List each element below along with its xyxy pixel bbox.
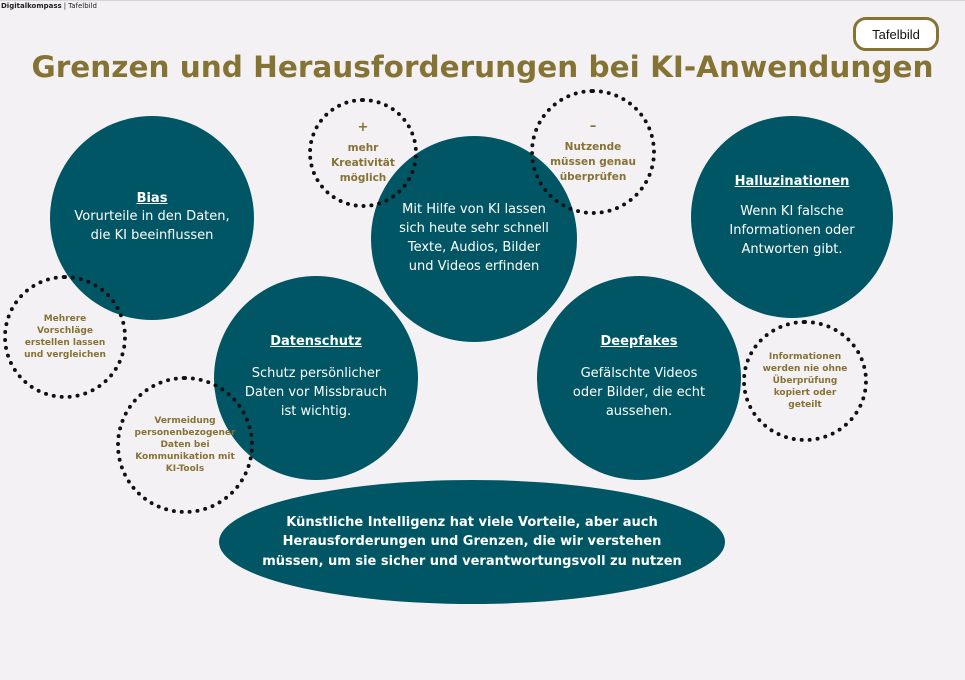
vermeidung-note-text: Vermeidung personenbezogener Daten bei Kommunikation mit KI-Tools xyxy=(134,415,236,475)
deepfakes-text: Gefälschte Videos oder Bilder, die echt aussehen. xyxy=(572,366,706,419)
breadcrumb xyxy=(1,2,97,10)
bias-text: Vorurteile in den Daten, die KI beeinflussen xyxy=(74,208,230,243)
plus-icon: + xyxy=(357,119,369,135)
minus-note-text: Nutzende müssen genau überprüfen xyxy=(550,140,636,184)
bias-heading: Bias xyxy=(136,190,168,206)
deepfakes-circle xyxy=(537,276,741,480)
plus-note xyxy=(308,98,418,208)
conclusion-text: Künstliche Intelligenz hat viele Vorteile, aber auch Herausforderungen und Grenzen, die wir verstehen müssen, um sie sicher und verantwortungsvoll zu nutzen xyxy=(262,514,682,569)
breadcrumb-separator: | xyxy=(63,2,67,10)
conclusion-ellipse xyxy=(219,480,725,604)
datenschutz-heading: Datenschutz xyxy=(270,334,362,350)
datenschutz-text: Schutz persönlicher Daten vor Missbrauch ist wichtig. xyxy=(244,366,388,419)
informationen-note-text: Informationen werden nie ohne Überprüfung kopiert oder geteilt xyxy=(762,351,848,411)
vorschlaege-note-text: Mehrere Vorschläge erstellen lassen und vergleichen xyxy=(24,313,106,361)
halluzinationen-circle xyxy=(691,116,893,318)
minus-icon: – xyxy=(589,118,597,134)
halluzinationen-heading: Halluzinationen xyxy=(734,174,850,190)
informationen-note xyxy=(742,320,868,442)
center-text: Mit Hilfe von KI lassen sich heute sehr schnell Texte, Audios, Bilder und Videos erfinden xyxy=(399,202,549,274)
page-title: Grenzen und Herausforderungen bei KI-Anwendungen xyxy=(31,50,934,84)
minus-note xyxy=(530,89,656,215)
breadcrumb-site[interactable]: Digitalkompass xyxy=(1,2,62,10)
tafelbild-button[interactable]: Tafelbild xyxy=(853,17,939,51)
halluzinationen-text: Wenn KI falsche Informationen oder Antworten gibt. xyxy=(729,204,855,257)
breadcrumb-page: Tafelbild xyxy=(68,2,97,10)
plus-note-text: mehr Kreativität möglich xyxy=(331,141,395,185)
deepfakes-heading: Deepfakes xyxy=(600,334,678,350)
top-divider xyxy=(0,0,965,1)
vermeidung-note xyxy=(116,376,254,514)
vorschlaege-note xyxy=(3,275,127,399)
